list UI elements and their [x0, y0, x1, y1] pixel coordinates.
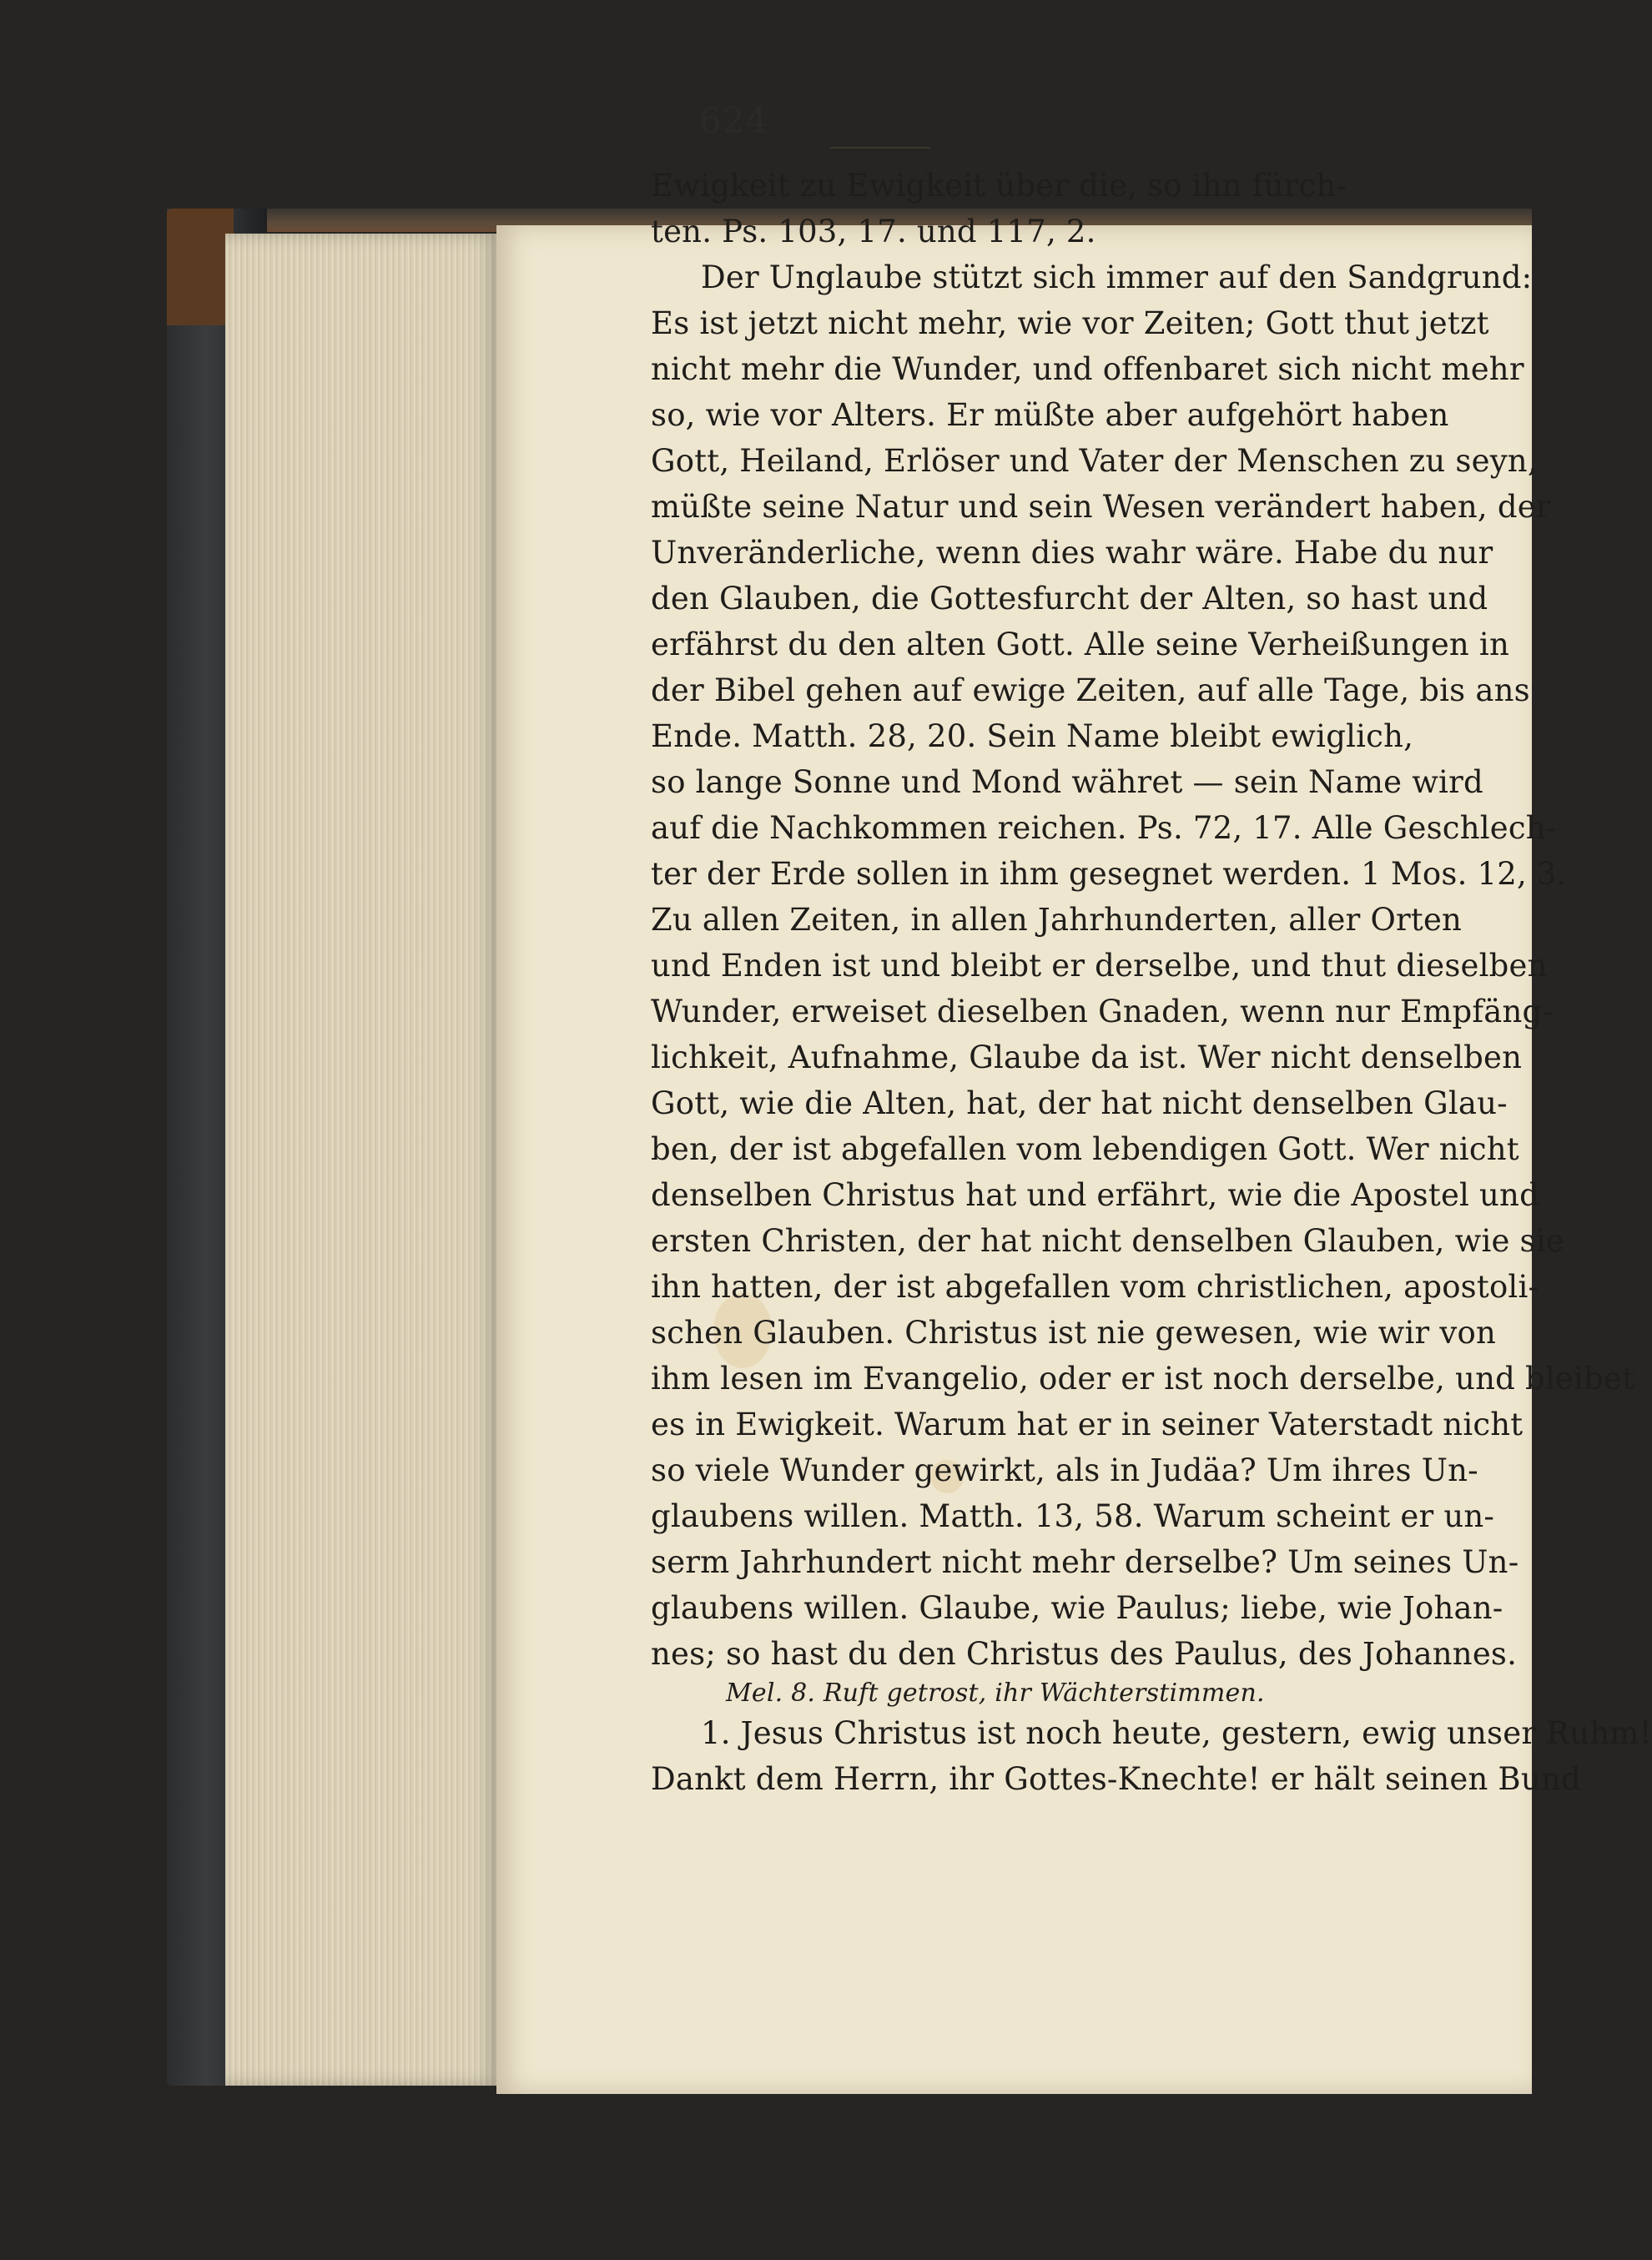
text-line: es in Ewigkeit. Warum hat er in seiner Vaterstadt nicht [651, 1407, 1524, 1442]
text-line: glaubens willen. Glaube, wie Paulus; liebe, wie Johan- [651, 1590, 1503, 1626]
text-line: Wunder, erweiset dieselben Gnaden, wenn nur Empfäng- [651, 994, 1554, 1029]
hymn-line: 1. Jesus Christus ist noch heute, gestern, ewig unser Ruhm! [701, 1715, 1652, 1751]
text-line: ben, der ist abgefallen vom lebendigen Gott. Wer nicht [651, 1131, 1519, 1167]
text-line: auf die Nachkommen reichen. Ps. 72, 17. Alle Geschlech- [651, 810, 1557, 846]
text-line: den Glauben, die Gottesfurcht der Alten, so hast und [651, 581, 1488, 617]
page-edges [225, 234, 501, 2086]
text-line: Es ist jetzt nicht mehr, wie vor Zeiten; Gott thut jetzt [651, 305, 1489, 341]
text-line: nicht mehr die Wunder, und offenbaret sich nicht mehr [651, 351, 1524, 387]
text-line: ten. Ps. 103, 17. und 117, 2. [651, 214, 1096, 249]
text-line: ihm lesen im Evangelio, oder er ist noch derselbe, und bleibet [651, 1361, 1635, 1397]
text-line: der Bibel gehen auf ewige Zeiten, auf alle Tage, bis ans [651, 672, 1530, 708]
page-number: 624 [699, 100, 769, 141]
hymn-line: Dankt dem Herrn, ihr Gottes-Knechte! er hält seinen Bund [651, 1761, 1581, 1797]
text-line: Ende. Matth. 28, 20. Sein Name bleibt ewiglich, [651, 718, 1414, 754]
text-line: so lange Sonne und Mond währet — sein Name wird [651, 764, 1483, 800]
text-line: so, wie vor Alters. Er müßte aber aufgehört haben [651, 397, 1449, 433]
hymn-melody: Mel. 8. Ruft getrost, ihr Wächterstimmen. [726, 1679, 1265, 1708]
text-line: Der Unglaube stützt sich immer auf den Sandgrund: [701, 259, 1533, 295]
text-line: müßte seine Natur und sein Wesen verändert haben, der [651, 489, 1551, 525]
page-text [651, 163, 1652, 1802]
text-line: nes; so hast du den Christus des Paulus, des Johannes. [651, 1636, 1518, 1672]
page-number-rule [830, 147, 930, 148]
text-line: ersten Christen, der hat nicht denselben Glauben, wie sie [651, 1223, 1564, 1259]
text-line: so viele Wunder gewirkt, als in Judäa? Um ihres Un- [651, 1452, 1478, 1488]
text-line: Gott, wie die Alten, hat, der hat nicht denselben Glau- [651, 1085, 1508, 1121]
text-line: erfährst du den alten Gott. Alle seine Verheißungen in [651, 627, 1509, 662]
text-line: schen Glauben. Christus ist nie gewesen, wie wir von [651, 1315, 1497, 1351]
text-line: und Enden ist und bleibt er derselbe, und thut dieselben [651, 948, 1548, 984]
text-line: Unveränderliche, wenn dies wahr wäre. Habe du nur [651, 535, 1493, 571]
text-line: Ewigkeit zu Ewigkeit über die, so ihn fürch- [651, 168, 1347, 204]
cover-corner [167, 209, 234, 325]
text-line: ter der Erde sollen in ihm gesegnet werden. 1 Mos. 12, 3. [651, 856, 1567, 892]
text-line: Zu allen Zeiten, in allen Jahrhunderten, aller Orten [651, 902, 1463, 938]
text-line: lichkeit, Aufnahme, Glaube da ist. Wer nicht denselben [651, 1039, 1523, 1075]
text-line: serm Jahrhundert nicht mehr derselbe? Um seines Un- [651, 1544, 1519, 1580]
text-line: glaubens willen. Matth. 13, 58. Warum scheint er un- [651, 1498, 1495, 1534]
text-line: ihn hatten, der ist abgefallen vom christlichen, apostoli- [651, 1269, 1539, 1305]
text-line: Gott, Heiland, Erlöser und Vater der Menschen zu seyn, [651, 443, 1538, 479]
text-line: denselben Christus hat und erfährt, wie die Apostel und [651, 1177, 1539, 1213]
